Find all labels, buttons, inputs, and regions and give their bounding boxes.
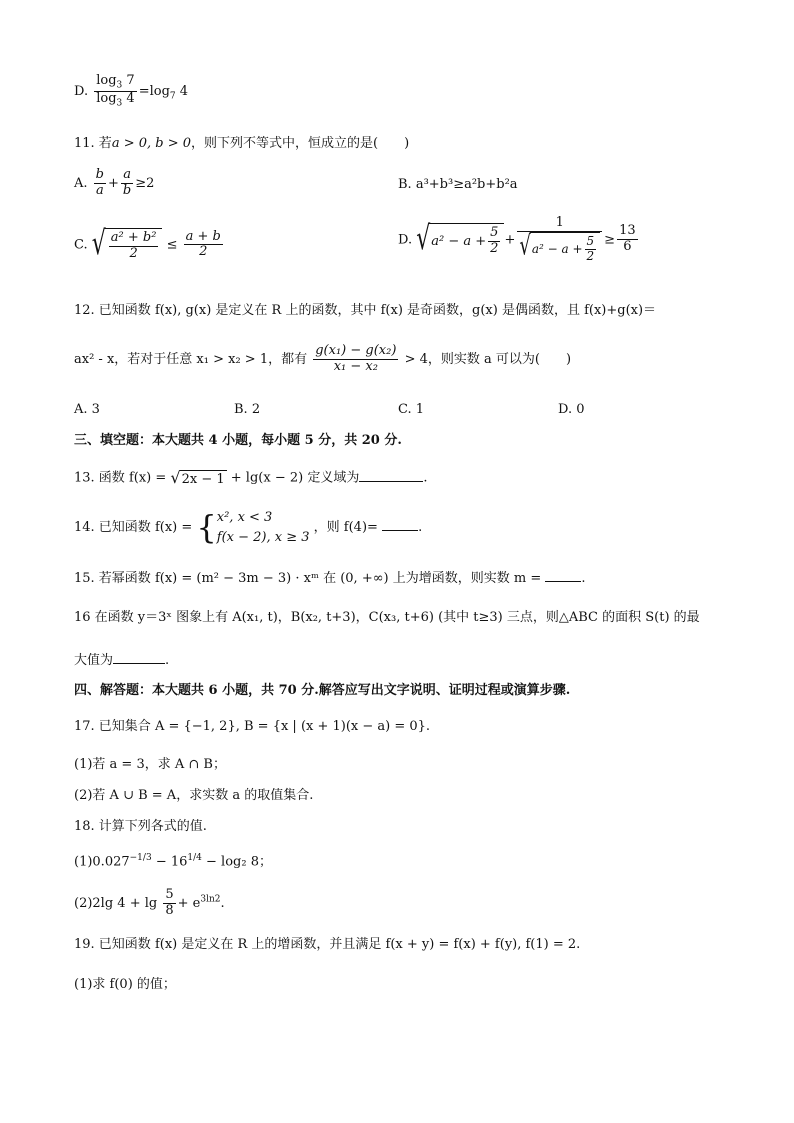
q18-stem: 18. 计算下列各式的值. (74, 819, 207, 834)
q13: 13. 函数 f(x) = √2x − 1 + lg(x − 2) 定义域为 . (74, 468, 428, 487)
log-fraction: $\frac{\log_3 7}{\log_3 4}$ (96, 73, 135, 109)
q15: 15. 若幂函数 f(x) = (m² − 3m − 3) · xᵐ 在 (0, +∞) 上为增函数，则实数 m = . (74, 571, 586, 586)
q11-option-d: D. √a² − a + $\frac{5}{2}$ + 1 √a² − a + $\frac{5}{2}$ ≥ $\frac{13}{6}$ (398, 215, 636, 263)
q12-option-a: A. 3 (74, 402, 100, 417)
q19-stem: 19. 已知函数 f(x) 是定义在 R 上的增函数，并且满足 f(x + y) = f(x) + f(y), f(1) = 2. (74, 937, 581, 952)
q12-line1: 12. 已知函数 f(x), g(x) 是定义在 R 上的函数，其中 f(x) 是奇函数，g(x) 是偶函数，且 f(x)+g(x)＝ (74, 303, 657, 318)
q11-stem: 11. 若a > 0, b > 0，则下列不等式中，恒成立的是( ) (74, 136, 410, 151)
q12-line2: ax² - x，若对于任意 x₁ > x₂ > 1，都有 $\frac{\text{g(x₁) − g(x₂)}}{\text{x₁ − x₂}}$ > 4，则实数 a 可以为( ) (74, 343, 572, 374)
q12-option-c: C. 1 (398, 402, 425, 417)
q11-option-b: B. a³+b³≥a²b+b²a (398, 177, 518, 192)
q11-option-a: A. $\frac{b}{a}$ + $\frac{a}{b}$ ≥2 (74, 167, 155, 198)
q12-option-b: B. 2 (234, 402, 261, 417)
q16-line1: 16 在函数 y＝3ˣ 图象上有 A(x₁, t)，B(x₂, t+3)，C(x₃, t+6) (其中 t≥3) 三点，则△ABC 的面积 S(t) 的最 (74, 610, 700, 625)
q16-line2: 大值为 . (74, 653, 170, 668)
section-4-heading: 四、解答题：本大题共 6 小题，共 70 分.解答应写出文字说明、证明过程或演算步骤. (74, 683, 571, 698)
q17-part1: (1)若 a = 3，求 A ∩ B； (74, 757, 226, 772)
q11-option-c: C. √ $\frac{\text{a² + b²}}{2}$ ≤ $\frac{a + b}{2}$ (74, 225, 221, 263)
q17-part2: (2)若 A ∪ B = A，求实数 a 的取值集合. (74, 788, 314, 803)
q10-option-d: D. $\frac{\log_3 7}{\log_3 4}$ $=\log_7$ 4 (74, 73, 189, 109)
q18-part1: $(1)0.027^{-1/3} - 16^{1/4} - \log_2$ 8； (74, 853, 272, 870)
q14: 14. 已知函数 f(x) = { x², x < 3 f(x − 2), x ≥ 3 ，则 f(4)= . (74, 508, 423, 547)
q17-stem: 17. 已知集合 A = {−1, 2}, B = {x | (x + 1)(x − a) = 0}. (74, 719, 431, 734)
q18-part2: (2)2lg 4 + lg $\frac{5}{8}$ + $e^{3ln2}$. (74, 887, 225, 918)
section-3-heading: 三、填空题：本大题共 4 小题，每小题 5 分，共 20 分. (74, 433, 402, 448)
q12-option-d: D. 0 (558, 402, 585, 417)
option-label: D. (74, 83, 89, 99)
q19-part1: (1)求 f(0) 的值； (74, 977, 176, 992)
